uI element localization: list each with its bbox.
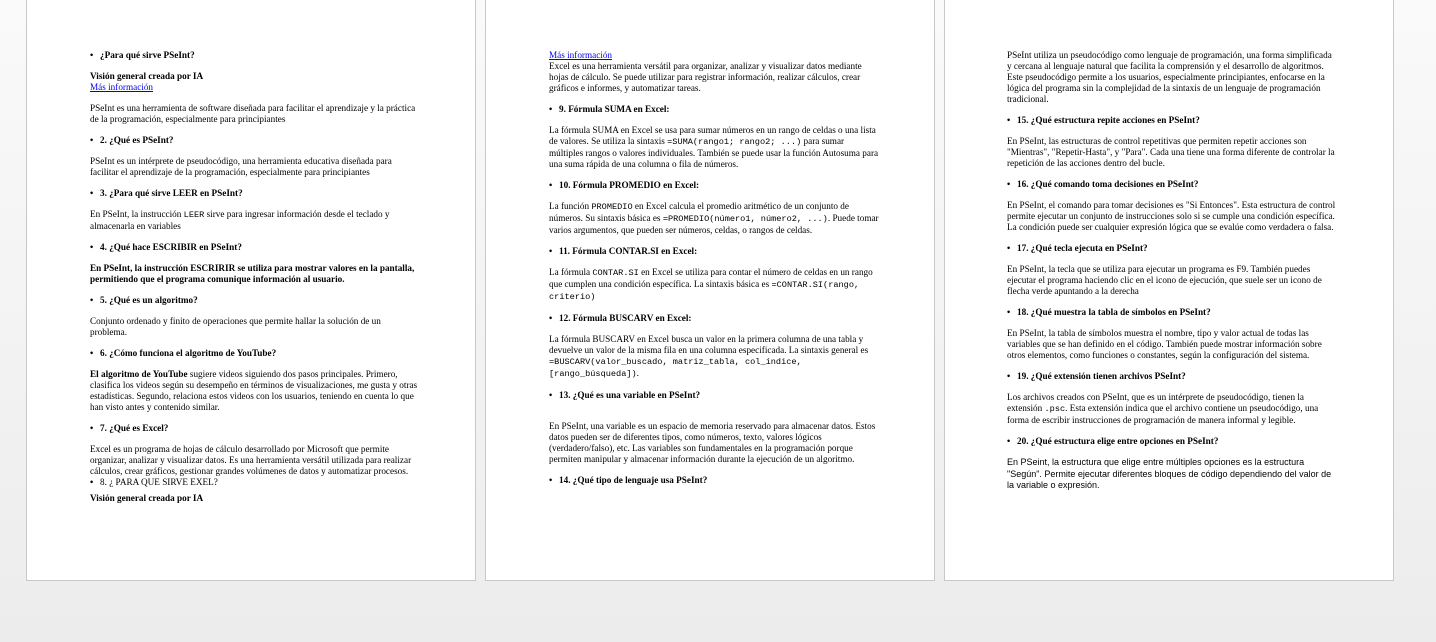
- bullet-icon: •: [90, 50, 94, 60]
- bullet-icon: •: [90, 188, 94, 198]
- document-page-2[interactable]: [485, 0, 935, 581]
- heading-q16: • 16. ¿Qué comando toma decisiones en PSeInt?: [1007, 179, 1199, 189]
- heading-q3: • 3. ¿Para qué sirve LEER en PSeInt?: [90, 188, 243, 198]
- page-3-content: [1007, 50, 1337, 492]
- document-page-3[interactable]: [944, 0, 1394, 581]
- answer-20: En PSeint, la estructura que elige entre múltiples opciones es la estructura "Según". Permite ejecutar diferentes bloques de código dependiendo del valor de la variable o expresión.: [1007, 457, 1332, 490]
- answer-2: PSeInt es un intérprete de pseudocódigo, una herramienta educativa diseñada para facilitar el aprendizaje de la programación, especialmente para principiantes: [90, 156, 392, 177]
- heading-q4: • 4. ¿Qué hace ESCRIBIR en PSeInt?: [90, 242, 242, 252]
- answer-1: PSeInt es una herramienta de software diseñada para facilitar el aprendizaje y la práctica de la programación, especialmente para principiantes: [90, 103, 416, 124]
- answer-17: En PSeInt, la tecla que se utiliza para ejecutar un programa es F9. También puedes ejecutar el programa haciendo clic en el icono de ejecución, que suele ser un icono de flecha verde apuntando a la derecha: [1007, 264, 1322, 296]
- bullet-icon: •: [90, 477, 94, 487]
- pseint-language-intro: PSeInt utiliza un pseudocódigo como lenguaje de programación, una forma simplificada y cercana al lenguaje natural que facilita la comprensión y el desarrollo de algoritmos. Este pseudocódigo permite a los usuarios, especialmente principiantes, enfocarse en la lógica del programa sin la complejidad de la sintaxis de un lenguaje de programación tradicional.: [1007, 50, 1332, 104]
- answer-16: En PSeInt, el comando para tomar decisiones es "Si Entonces". Esta estructura de control permite ejecutar un conjunto de instrucciones solo si se cumple una condición específica. La condición puede ser cualquier expresión lógica que se evalúe como verdadera o falsa.: [1007, 200, 1336, 232]
- bullet-icon: •: [549, 180, 553, 190]
- page-2-content: [549, 50, 879, 486]
- answer-7: Excel es un programa de hojas de cálculo desarrollado por Microsoft que permite organizar, analizar y visualizar datos. Es una herramienta versátil utilizada para realizar cálculos, crear gráficos, gestionar grandes volúmenes de datos y automatizar procesos.: [90, 444, 412, 476]
- heading-q13: • 13. ¿Qué es una variable en PSeInt?: [549, 390, 701, 400]
- answer-15: En PSeInt, las estructuras de control repetitivas que permiten repetir acciones son "Mientras", "Repetir-Hasta", y "Para". Cada una tiene una forma diferente de controlar la repetición de las acciones dentro del bucle.: [1007, 136, 1335, 168]
- heading-q17: • 17. ¿Qué tecla ejecuta en PSeInt?: [1007, 243, 1148, 253]
- bullet-icon: •: [1007, 371, 1011, 381]
- heading-q7: • 7. ¿Qué es Excel?: [90, 423, 169, 433]
- heading-q19: • 19. ¿Qué extensión tienen archivos PSeInt?: [1007, 371, 1186, 381]
- heading-q2: • 2. ¿Qué es PSeInt?: [90, 135, 174, 145]
- heading-q14: • 14. ¿Qué tipo de lenguaje usa PSeInt?: [549, 475, 708, 485]
- answer-3: En PSeInt, la instrucción LEER sirve para ingresar información desde el teclado y almacenarla en variables: [90, 209, 390, 231]
- bullet-icon: •: [90, 242, 94, 252]
- answer-6: El algoritmo de YouTube sugiere videos siguiendo dos pasos principales. Primero, clasifica los videos según su desempeño en términos de visualizaciones, me gusta y otras estadísticas. Segundo, relaciona estos videos con los usuarios, teniendo en cuenta lo que han visto antes y contenido similar.: [90, 369, 418, 412]
- answer-11: La fórmula CONTAR.SI en Excel se utiliza para contar el número de celdas en un rango que cumplen una condición específica. La sintaxis básica es =CONTAR.SI(rango, criterio): [549, 267, 873, 302]
- heading-q8: • 8. ¿ PARA QUE SIRVE EXEL?: [90, 477, 218, 487]
- document-page-1[interactable]: [26, 0, 476, 581]
- heading-q9: • 9. Fórmula SUMA en Excel:: [549, 104, 670, 114]
- bullet-icon: •: [90, 295, 94, 305]
- bullet-icon: •: [90, 348, 94, 358]
- bullet-icon: •: [549, 475, 553, 485]
- heading-q18: • 18. ¿Qué muestra la tabla de símbolos en PSeInt?: [1007, 307, 1211, 317]
- heading-q5: • 5. ¿Qué es un algoritmo?: [90, 295, 198, 305]
- answer-19: Los archivos creados con PSeInt, que es un intérprete de pseudocódigo, tienen la extensión .psc. Esta extensión indica que el archivo contiene un pseudocódigo, una forma de escribir instrucciones de programación de manera informal y legible.: [1007, 392, 1319, 425]
- excel-intro: Excel es una herramienta versátil para organizar, analizar y visualizar datos mediante hojas de cálculo. Se puede utilizar para registrar información, realizar cálculos, crear gráficos e informes, y automatizar tareas.: [549, 61, 862, 93]
- bullet-icon: •: [90, 135, 94, 145]
- answer-13: En PSeInt, una variable es un espacio de memoria reservado para almacenar datos. Estos datos pueden ser de diferentes tipos, como números, texto, valores lógicos (verdadero/falso), etc. Las variables son fundamentales en la programación porque permiten manipular y almacenar información durante la ejecución de un algoritmo.: [549, 421, 876, 464]
- heading-q1: • ¿Para qué sirve PSeInt?: [90, 50, 195, 60]
- bullet-icon: •: [1007, 115, 1011, 125]
- answer-18: En PSeInt, la tabla de símbolos muestra el nombre, tipo y valor actual de todas las variables que se han definido en el código. También puede mostrar información sobre otros elementos, como funciones o constantes, según la configuración del sistema.: [1007, 328, 1322, 360]
- bullet-icon: •: [549, 246, 553, 256]
- heading-q15: • 15. ¿Qué estructura repite acciones en PSeInt?: [1007, 115, 1200, 125]
- bullet-icon: •: [549, 313, 553, 323]
- bullet-icon: •: [1007, 436, 1011, 446]
- bullet-icon: •: [1007, 307, 1011, 317]
- heading-q10: • 10. Fórmula PROMEDIO en Excel:: [549, 180, 700, 190]
- bullet-icon: •: [549, 390, 553, 400]
- bullet-icon: •: [1007, 243, 1011, 253]
- answer-4: En PSeInt, la instrucción ESCRIRIR se utiliza para mostrar valores en la pantalla, permitiendo que el programa comunique información al usuario.: [90, 263, 415, 284]
- heading-q11: • 11. Fórmula CONTAR.SI en Excel:: [549, 246, 698, 256]
- answer-12: La fórmula BUSCARV en Excel busca un valor en la primera columna de una tabla y devuelve un valor de la misma fila en una columna especificada. La sintaxis general es =BUSCARV(valor_buscado, matriz_tabla, col_índice, [rango_búsqueda]).: [549, 334, 869, 379]
- page-1-content: [90, 50, 420, 504]
- bullet-icon: •: [90, 423, 94, 433]
- bullet-icon: •: [1007, 179, 1011, 189]
- heading-q20: • 20. ¿Qué estructura elige entre opciones en PSeInt?: [1007, 436, 1219, 446]
- bullet-icon: •: [549, 104, 553, 114]
- more-info-link[interactable]: Más información: [549, 50, 613, 60]
- answer-10: La función PROMEDIO en Excel calcula el promedio aritmético de un conjunto de números. Su sintaxis básica es =PROMEDIO(número1, número2, ...). Puede tomar varios argumentos, que pueden ser números, celdas, o rangos de celdas.: [549, 201, 879, 235]
- ai-overview-label: Visión general creada por IA: [90, 71, 204, 81]
- answer-9: La fórmula SUMA en Excel se usa para sumar números en un rango de celdas o una lista de valores. Se utiliza la sintaxis =SUMA(rango1; rango2; ...) para sumar múltiples rangos o valores individuales. También se puede usar la función Autosuma para una suma rápida de una columna o fila de números.: [549, 125, 879, 169]
- ai-overview-label-2: Visión general creada por IA: [90, 493, 204, 503]
- answer-5: Conjunto ordenado y finito de operaciones que permite hallar la solución de un problema.: [90, 316, 381, 337]
- more-info-link[interactable]: Más información: [90, 82, 154, 92]
- heading-q6: • 6. ¿Cómo funciona el algoritmo de YouTube?: [90, 348, 277, 358]
- heading-q12: • 12. Fórmula BUSCARV en Excel:: [549, 313, 692, 323]
